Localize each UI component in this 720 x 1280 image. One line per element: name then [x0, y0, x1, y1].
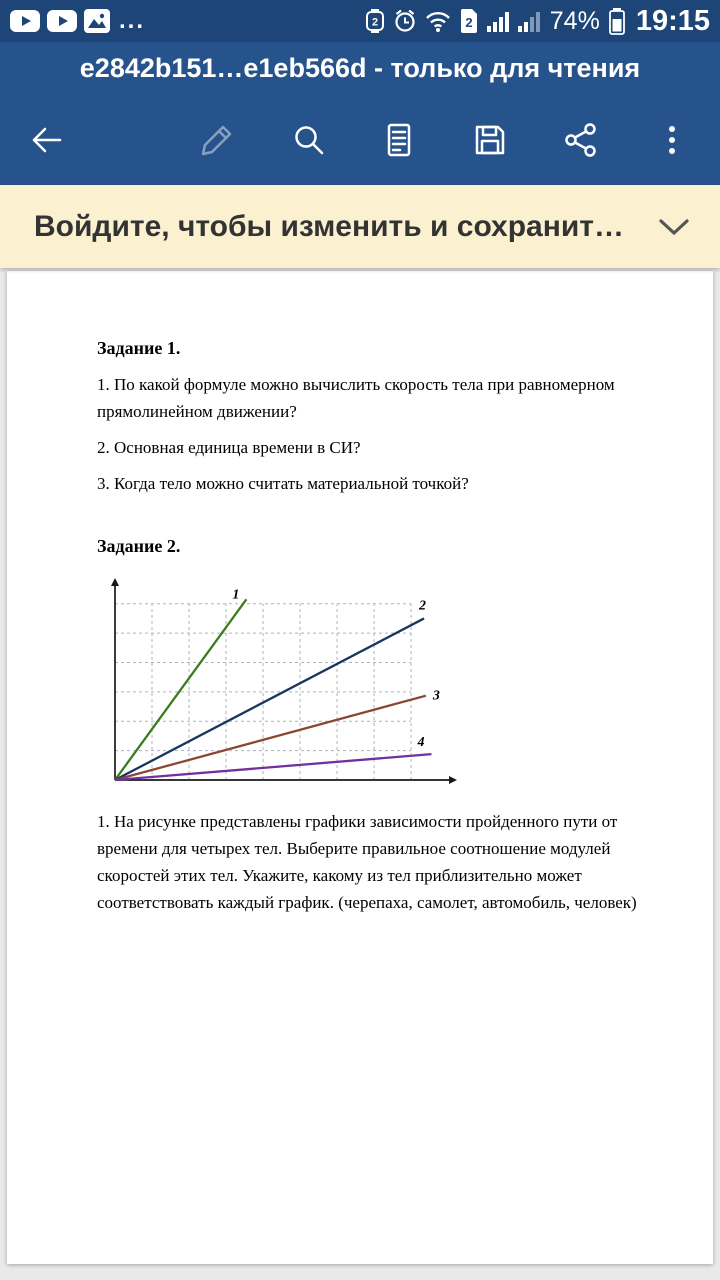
- task1-item-1: 1. По какой формуле можно вычислить скорость тела при равномерном прямолинейном движении?: [97, 375, 615, 421]
- back-button[interactable]: [24, 118, 68, 162]
- svg-text:3: 3: [432, 688, 440, 704]
- vertical-ellipsis-icon: [652, 120, 692, 160]
- share-button[interactable]: [559, 118, 603, 162]
- search-button[interactable]: [286, 118, 330, 162]
- chevron-down-icon[interactable]: [658, 218, 690, 236]
- task1-item-3: 3. Когда тело можно считать материальной точкой?: [97, 474, 469, 493]
- sign-in-banner-message: Войдите, чтобы изменить и сохранит…: [34, 209, 624, 243]
- document-view-icon: [379, 120, 419, 160]
- document-body: [7, 271, 713, 916]
- youtube-notification-icon: [47, 9, 77, 33]
- document-scroll-area[interactable]: [0, 268, 720, 1280]
- battery-icon: [609, 8, 625, 35]
- sim-badge: 2: [465, 15, 473, 30]
- smartwatch-icon: [364, 8, 386, 34]
- svg-text:1: 1: [232, 587, 240, 603]
- share-icon: [561, 120, 601, 160]
- mobile-data-signal-icon: [517, 8, 541, 34]
- sign-in-banner[interactable]: [0, 185, 720, 268]
- battery-percentage: 74%: [549, 6, 600, 35]
- toolbar: [0, 94, 720, 185]
- sim-card-icon: [459, 8, 479, 34]
- more-notifications-indicator: ...: [119, 7, 146, 34]
- alarm-icon: [393, 8, 417, 34]
- distance-time-chart-svg: [99, 568, 459, 796]
- gallery-notification-icon: [84, 9, 110, 33]
- svg-text:4: 4: [417, 735, 425, 751]
- title-bar: [0, 42, 720, 94]
- status-bar: [0, 0, 720, 42]
- search-icon: [288, 120, 328, 160]
- signal-strength-icon: [486, 8, 510, 34]
- save-button[interactable]: [468, 118, 512, 162]
- smartwatch-badge: 2: [371, 16, 378, 29]
- distance-time-chart: [99, 568, 459, 796]
- read-view-button[interactable]: [377, 118, 421, 162]
- document-title: e2842b151…e1eb566d - только для чтения: [79, 52, 641, 83]
- overflow-menu-button[interactable]: [650, 118, 694, 162]
- edit-button[interactable]: [195, 118, 239, 162]
- task2-question: 1. На рисунке представлены графики зависимости пройденного пути от времени для четырех тел. Выберите правильное соотношение модулей скоростей этих тел. Укажите, какому из тел приблизительно может соответствовать каждый график. (черепаха, самолет, автомобиль, человек): [97, 812, 637, 912]
- task1-heading: Задание 1.: [97, 338, 181, 358]
- wifi-icon: [424, 8, 452, 34]
- document-page: [7, 271, 713, 1264]
- back-arrow-icon: [26, 120, 66, 160]
- save-floppy-icon: [470, 120, 510, 160]
- pencil-icon: [197, 120, 237, 160]
- task2-heading: Задание 2.: [97, 536, 181, 556]
- svg-text:2: 2: [419, 598, 427, 614]
- youtube-notification-icon: [10, 9, 40, 33]
- clock-time: 19:15: [635, 4, 710, 37]
- task1-item-2: 2. Основная единица времени в СИ?: [97, 438, 361, 457]
